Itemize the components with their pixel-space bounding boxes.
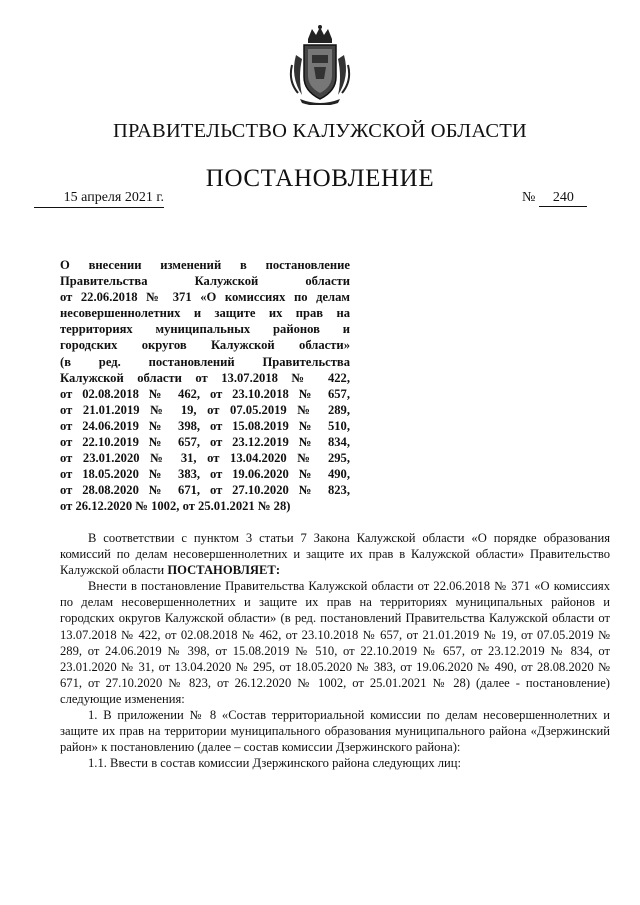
subject-line: от 22.10.2019 № 657, от 23.12.2019 № 834, [60, 435, 350, 450]
subject-line: (в ред. постановлений Правительства [60, 354, 350, 369]
subject-line: от 22.06.2018 № 371 «О комиссиях по делам [60, 290, 350, 305]
subject-line: от 21.01.2019 № 19, от 07.05.2019 № 289, [60, 402, 350, 417]
subject-line: от 23.01.2020 № 31, от 13.04.2020 № 295, [60, 451, 350, 466]
resolves-keyword: ПОСТАНОВЛЯЕТ: [167, 563, 281, 578]
subject-line: от 18.05.2020 № 383, от 19.06.2020 № 490, [60, 467, 350, 482]
subject-line: Калужской области от 13.07.2018 № 422, [60, 370, 350, 385]
number-value: 240 [539, 190, 587, 207]
subject-line: от 28.08.2020 № 671, от 27.10.2020 № 823, [60, 483, 350, 498]
preamble-paragraph [60, 530, 610, 578]
number-label: № [522, 190, 536, 205]
amendment-paragraph: Внести в постановление Правительства Калужской области от 22.06.2018 № 371 «О комиссиях по делам несовершеннолетних и защите их прав на территориях муниципальных районов и городских округов Калужской области» (в ред. постановлений Правительства Калужской области от 13.07.2018 № 422, от 02.08.2018 № 462, от 23.10.2018 № 657, от 21.01.2019 № 19, от 07.05.2019 № 289, от 24.06.2019 № 398, от 15.08.2019 № 510, от 22.10.2019 № 657, от 23.12.2019 № 834, от 23.01.2020 № 31, от 13.04.2020 № 295, от 18.05.2020 № 383, от 19.06.2020 № 490, от 28.08.2020 № 671, от 27.10.2020 № 823, от 26.12.2020 № 1002, от 25.01.2021 № 28) (далее - постановление) следующие изменения: [60, 579, 610, 706]
item-1-1-paragraph: 1.1. Ввести в состав комиссии Дзержинского района следующих лиц: [88, 756, 462, 771]
document-type-heading: ПОСТАНОВЛЕНИЕ [205, 165, 435, 192]
subject-line: от 02.08.2018 № 462, от 23.10.2018 № 657, [60, 386, 350, 401]
coat-of-arms-emblem [288, 25, 352, 105]
subject-line: несовершеннолетних и защите их прав на [60, 306, 350, 321]
subject-line: городских округов Калужской области» [60, 338, 350, 353]
document-number [522, 190, 606, 207]
subject-line: от 24.06.2019 № 398, от 15.08.2019 № 510, [60, 418, 350, 433]
item-1-paragraph: 1. В приложении № 8 «Состав территориальной комиссии по делам несовершеннолетних и защите их прав на территории муниципального образования муниципального района «Дзержинский район» к постановлению (далее – состав комиссии Дзержинского района): [60, 708, 610, 755]
subject-line: территориях муниципальных районов и [60, 322, 350, 337]
document-body [60, 530, 610, 771]
subject-line: О внесении изменений в постановление [60, 258, 350, 272]
subject-line: от 26.12.2020 № 1002, от 25.01.2021 № 28) [60, 499, 291, 514]
preamble-text: В соответствии с пунктом 3 статьи 7 Закона Калужской области «О порядке образования комиссий по делам несовершеннолетних и защите их прав в Калужской области» Правительство Калужской области [60, 531, 610, 578]
subject-line: Правительства Калужской области [60, 274, 350, 289]
government-title: ПРАВИТЕЛЬСТВО КАЛУЖСКОЙ ОБЛАСТИ [113, 120, 527, 142]
document-date: 15 апреля 2021 г. [34, 190, 164, 208]
document-subject [60, 257, 350, 515]
